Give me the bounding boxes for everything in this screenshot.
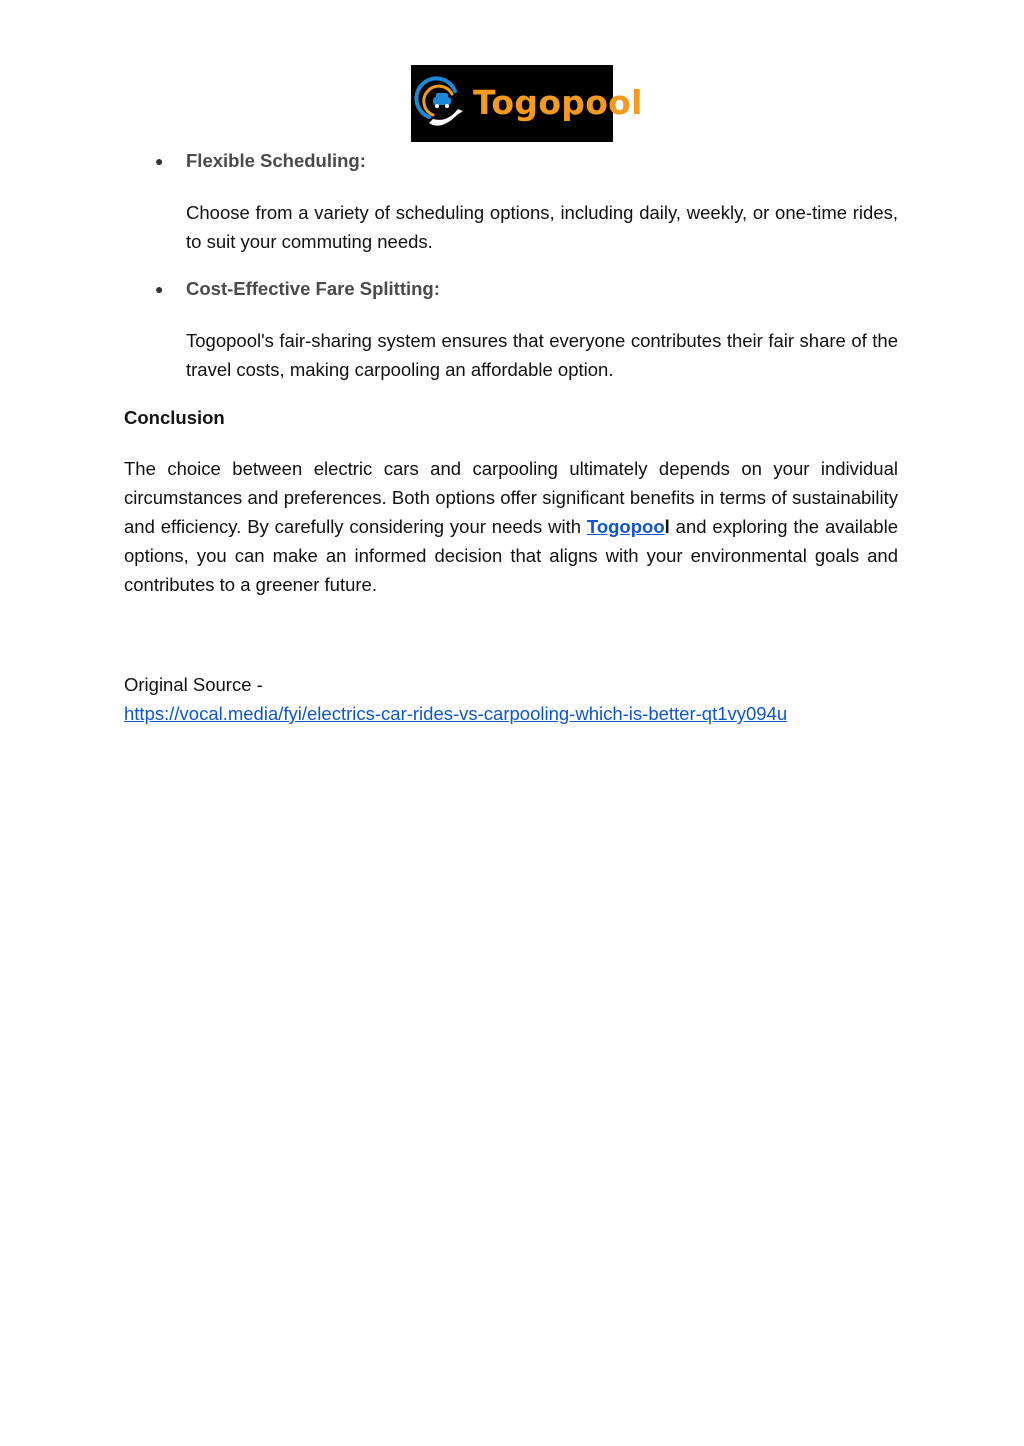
conclusion-text-end: and exploring the available options, you can make an informed decision that aligns with your environmental goals and contributes to a greener future. <box>124 516 898 595</box>
togopool-link[interactable]: Togopoo <box>586 516 665 537</box>
feature-bullet-flexible-scheduling <box>155 148 900 174</box>
original-source-label: Original Source - <box>124 674 263 695</box>
feature-description: Togopool's fair-sharing system ensures that everyone contributes their fair share of the travel costs, making carpooling an affordable option. <box>186 330 898 380</box>
feature-title: Flexible Scheduling: <box>186 150 366 171</box>
logo-wordmark: Togopool <box>473 83 643 122</box>
original-source-link[interactable]: https://vocal.media/fyi/electrics-car-rides-vs-carpooling-which-is-better-qt1vy094u <box>124 703 788 724</box>
conclusion-paragraph <box>124 454 898 599</box>
feature-description: Choose from a variety of scheduling options, including daily, weekly, or one-time rides, to suit your commuting needs. <box>186 202 898 252</box>
bullet-icon: ● <box>155 281 164 297</box>
original-source-link-wrapper <box>124 699 787 728</box>
togopool-link-suffix: l <box>664 516 670 537</box>
togopool-logo <box>411 65 643 142</box>
conclusion-heading: Conclusion <box>124 407 225 428</box>
conclusion-text-start: The choice between electric cars and carpooling ultimately depends on your individual circumstances and preferences. Both options offer significant benefits in terms of sustainability and efficiency. By carefully considering your needs with <box>124 458 898 537</box>
feature-bullet-fare-splitting <box>155 276 900 302</box>
feature-title: Cost-Effective Fare Splitting: <box>186 278 440 299</box>
bullet-icon: ● <box>155 153 164 169</box>
